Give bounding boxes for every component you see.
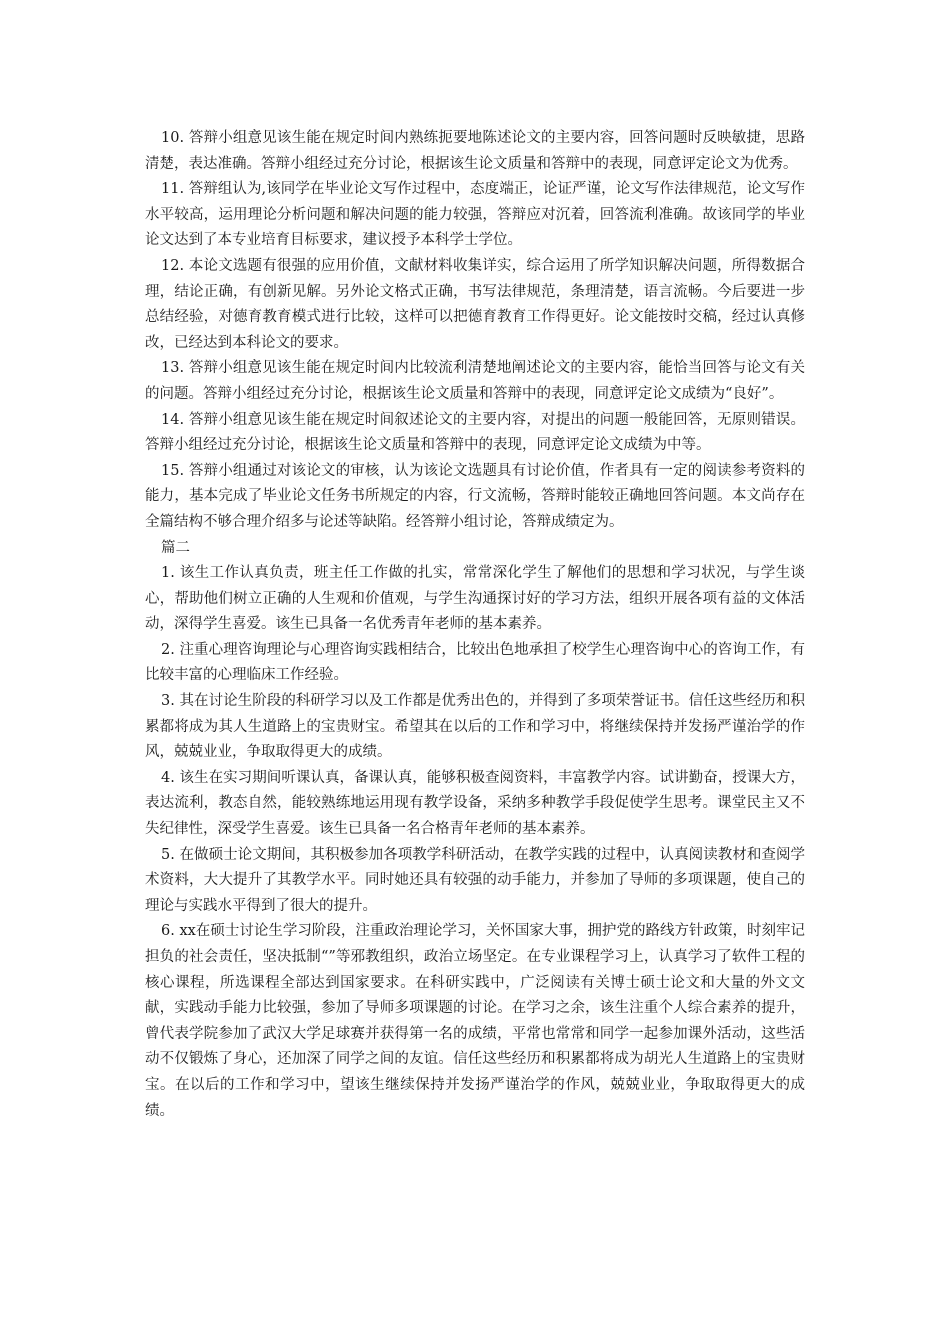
section-heading: 篇二 — [161, 539, 190, 556]
paragraph-b-1: 1. 该生工作认真负责，班主任工作做的扎实，常常深化学生了解他们的思想和学习状况，与学生谈心，帮助他们树立正确的人生观和价值观，与学生沟通探讨好的学习方法，组织开展各项有益的文体活动，深得学生喜爱。该生已具备一名优秀青年老师的基本素养。 — [145, 565, 805, 633]
paragraph-12: 12. 本论文选题有很强的应用价值，文献材料收集详实，综合运用了所学知识解决问题，所得数据合理，结论正确，有创新见解。另外论文格式正确，书写法律规范，条理清楚，语言流畅。今后要进一步总结经验，对德育教育模式进行比较，这样可以把德育教育工作得更好。论文能按时交稿，经过认真修改，已经达到本科论文的要求。 — [145, 257, 805, 351]
document-body — [145, 126, 805, 1124]
paragraph-b-4: 4. 该生在实习期间听课认真，备课认真，能够积极查阅资料，丰富教学内容。试讲勤奋，授课大方，表达流利，教态自然，能较熟练地运用现有教学设备，采纳多种教学手段促使学生思考。课堂民主又不失纪律性，深受学生喜爱。该生已具备一名合格青年老师的基本素养。 — [145, 769, 805, 838]
paragraph-11: 11. 答辩组认为,该同学在毕业论文写作过程中，态度端正，论证严谨，论文写作法律规范，论文写作水平较高，运用理论分析问题和解决问题的能力较强，答辩应对沉着，回答流利准确。故该同学的毕业论文达到了本专业培育目标要求，建议授予本科学士学位。 — [145, 181, 805, 249]
paragraph-15: 15. 答辩小组通过对该论文的审核，认为该论文选题具有讨论价值，作者具有一定的阅读参考资料的能力，基本完成了毕业论文任务书所规定的内容，行文流畅，答辩时能较正确地回答问题。本文尚存在全篇结构不够合理介绍多与论述等缺陷。经答辩小组讨论，答辩成绩定为。 — [145, 462, 805, 530]
paragraph-b-3: 3. 其在讨论生阶段的科研学习以及工作都是优秀出色的，并得到了多项荣誉证书。信任这些经历和积累都将成为其人生道路上的宝贵财宝。希望其在以后的工作和学习中，将继续保持并发扬严谨治学的作风，兢兢业业，争取取得更大的成绩。 — [145, 693, 805, 761]
paragraph-b-6: 6. xx在硕士讨论生学习阶段，注重政治理论学习，关怀国家大事，拥护党的路线方针政策，时刻牢记担负的社会责任，坚决抵制“”等邪教组织，政治立场坚定。在专业课程学习上，认真学习了软件工程的核心课程，所选课程全部达到国家要求。在科研实践中，广泛阅读有关博士硕士论文和大量的外文文献，实践动手能力比较强，参加了导师多项课题的讨论。在学习之余，该生注重个人综合素养的提升，曾代表学院参加了武汉大学足球赛并获得第一名的成绩，平常也常常和同学一起参加课外活动，这些活动不仅锻炼了身心，还加深了同学之间的友谊。信任这些经历和积累都将成为胡光人生道路上的宝贵财宝。在以后的工作和学习中，望该生继续保持并发扬严谨治学的作风，兢兢业业，争取取得更大的成绩。 — [145, 923, 805, 1119]
paragraph-14: 14. 答辩小组意见该生能在规定时间叙述论文的主要内容，对提出的问题一般能回答，无原则错误。答辩小组经过充分讨论，根据该生论文质量和答辩中的表现，同意评定论文成绩为中等。 — [145, 411, 805, 454]
paragraph-13: 13. 答辩小组意见该生能在规定时间内比较流利清楚地阐述论文的主要内容，能恰当回答与论文有关的问题。答辩小组经过充分讨论，根据该生论文质量和答辩中的表现，同意评定论文成绩为“良好”。 — [145, 360, 805, 402]
paragraph-10: 10. 答辩小组意见该生能在规定时间内熟练扼要地陈述论文的主要内容，回答问题时反映敏捷，思路清楚，表达准确。答辩小组经过充分讨论，根据该生论文质量和答辩中的表现，同意评定论文为优秀。 — [145, 130, 805, 172]
paragraph-b-5: 5. 在做硕士论文期间，其积极参加各项教学科研活动，在教学实践的过程中，认真阅读教材和查阅学术资料，大大提升了其教学水平。同时她还具有较强的动手能力，并参加了导师的多项课题，使自己的理论与实践水平得到了很大的提升。 — [145, 846, 805, 914]
paragraph-b-2: 2. 注重心理咨询理论与心理咨询实践相结合，比较出色地承担了校学生心理咨询中心的咨询工作，有比较丰富的心理临床工作经验。 — [145, 641, 805, 684]
